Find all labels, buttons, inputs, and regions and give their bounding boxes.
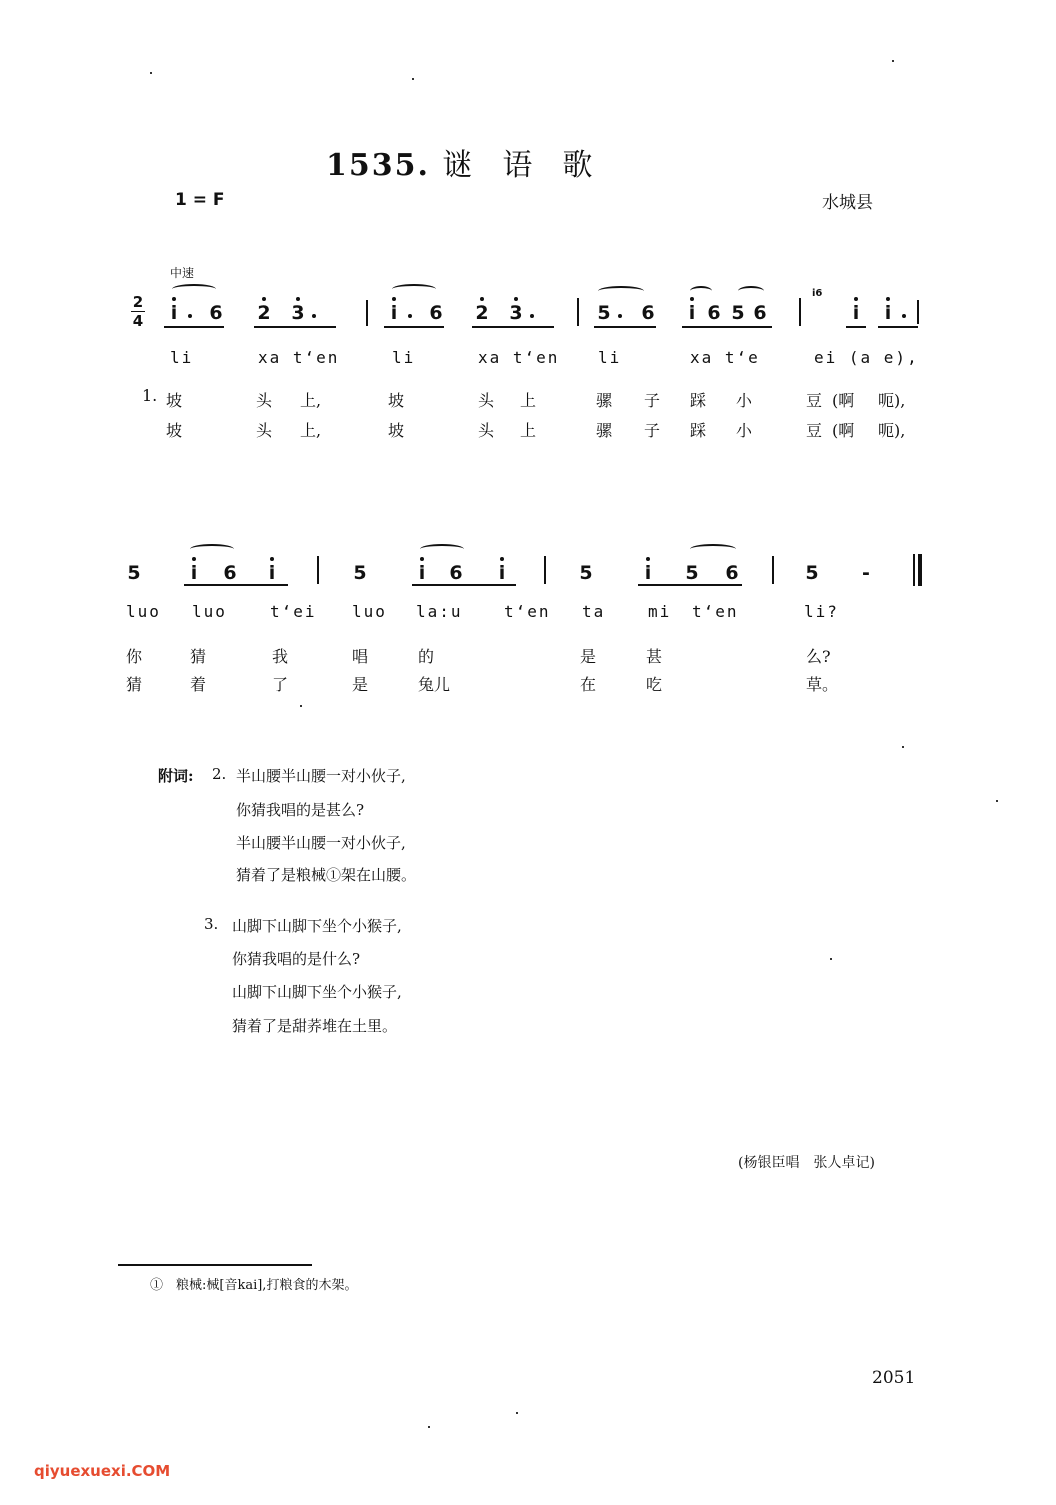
appendix-label: 附词: — [158, 767, 194, 785]
lyric: 上 — [520, 421, 537, 440]
beam-underline — [682, 326, 772, 328]
romanization: ei (a e), — [814, 348, 919, 367]
octave-dot — [172, 297, 176, 301]
scan-speck — [300, 705, 302, 707]
note: i — [390, 302, 398, 324]
verse-number: 3. — [204, 915, 219, 933]
romanization: luo — [126, 602, 161, 621]
note: 5 — [353, 562, 367, 584]
note: 6 — [429, 302, 443, 324]
verse-line: 山脚下山脚下坐个小猴子, — [232, 917, 402, 935]
verse-number: 2. — [212, 765, 227, 783]
lyric: 是 — [352, 675, 369, 694]
lyric: 骡 — [596, 421, 613, 440]
romanization: la:u — [416, 602, 463, 621]
note: i — [418, 562, 426, 584]
barline — [366, 300, 368, 326]
lyric: 上 — [520, 391, 537, 410]
lyric: 么? — [806, 647, 831, 666]
lyric: 小 — [736, 421, 753, 440]
lyric: 草。 — [806, 675, 839, 694]
verse-number: 1. — [142, 386, 158, 405]
verse-line: 猜着了是甜荞堆在土里。 — [232, 1017, 398, 1035]
note: i — [190, 562, 198, 584]
lyric: 是 — [580, 647, 597, 666]
verse-line: 猜着了是粮械①架在山腰。 — [236, 866, 417, 884]
scan-speck — [428, 1426, 430, 1428]
barline — [772, 556, 774, 584]
verse-line: 半山腰半山腰一对小伙子, — [236, 834, 406, 852]
octave-dot — [420, 557, 424, 561]
romanization: li? — [804, 602, 839, 621]
lyric: 甚 — [646, 647, 663, 666]
lyric: (啊 — [832, 391, 855, 410]
romanization: t‘en — [504, 602, 551, 621]
barline — [317, 556, 319, 584]
augmentation-dot — [188, 314, 192, 318]
lyric: 上, — [300, 421, 322, 440]
augmentation-dot — [312, 314, 316, 318]
tempo-marking: 中速 — [170, 266, 195, 280]
beam-underline — [384, 326, 444, 328]
octave-dot — [500, 557, 504, 561]
note: 5 — [805, 562, 819, 584]
scan-speck — [516, 1412, 518, 1414]
romanization: ta — [582, 602, 606, 621]
verse-line: 半山腰半山腰一对小伙子, — [236, 767, 406, 785]
note: i — [644, 562, 652, 584]
region-label: 水城县 — [822, 193, 873, 213]
octave-dot — [646, 557, 650, 561]
note: 3 — [291, 302, 305, 324]
beam-underline — [594, 326, 656, 328]
final-barline-thin — [913, 554, 915, 586]
lyric: 坡 — [388, 391, 405, 410]
lyric: 上, — [300, 391, 322, 410]
romanization: li — [170, 348, 194, 367]
octave-dot — [886, 297, 890, 301]
note: 6 — [223, 562, 237, 584]
slur — [190, 544, 234, 554]
lyric: 头 — [478, 421, 495, 440]
song-name: 谜 语 歌 — [442, 148, 593, 183]
time-signature-top: 2 — [132, 293, 144, 311]
barline — [544, 556, 546, 584]
lyric: 呃), — [878, 391, 906, 410]
octave-dot — [392, 297, 396, 301]
lyric: 踩 — [690, 421, 707, 440]
barline — [577, 298, 579, 326]
lyric: 呃), — [878, 421, 906, 440]
scan-speck — [996, 800, 998, 802]
note: i — [268, 562, 276, 584]
song-title — [326, 140, 592, 184]
lyric: 猜 — [126, 675, 143, 694]
romanization: xa t‘en — [258, 348, 340, 367]
key-signature: 1 = F — [175, 190, 225, 210]
lyric: 豆 — [806, 391, 823, 410]
romanization: xa t‘en — [478, 348, 560, 367]
note: i — [688, 302, 696, 324]
lyric: 头 — [256, 421, 273, 440]
lyric: 坡 — [166, 391, 183, 410]
site-watermark: qiyuexuexi.COM — [34, 1462, 171, 1480]
lyric: 唱 — [352, 647, 369, 666]
scan-speck — [830, 958, 832, 960]
note: 5 — [685, 562, 699, 584]
romanization: t‘ei — [270, 602, 317, 621]
octave-dot — [270, 557, 274, 561]
grace-note: i6 — [812, 288, 823, 299]
lyric: 你 — [126, 647, 143, 666]
note: i — [852, 302, 860, 324]
octave-dot — [262, 297, 266, 301]
lyric: 坡 — [388, 421, 405, 440]
page-number: 2051 — [872, 1368, 916, 1388]
lyric: 小 — [736, 391, 753, 410]
lyric: 兔儿 — [418, 675, 451, 694]
beam-underline — [254, 326, 336, 328]
note: 6 — [707, 302, 721, 324]
note: 5 — [127, 562, 141, 584]
lyric: 了 — [272, 675, 289, 694]
romanization: luo — [192, 602, 227, 621]
note: i — [498, 562, 506, 584]
octave-dot — [690, 297, 694, 301]
note: 6 — [641, 302, 655, 324]
beam-underline — [412, 584, 516, 586]
octave-dot — [854, 297, 858, 301]
lyric: 头 — [256, 391, 273, 410]
note: 6 — [725, 562, 739, 584]
barline — [799, 298, 801, 326]
note: - — [862, 562, 870, 584]
octave-dot — [514, 297, 518, 301]
lyric: 子 — [644, 391, 661, 410]
verse-line: 你猜我唱的是什么? — [232, 950, 361, 968]
note: i — [170, 302, 178, 324]
lyric: 踩 — [690, 391, 707, 410]
beam-underline — [846, 326, 866, 328]
slur — [690, 544, 736, 554]
scan-speck — [150, 72, 152, 74]
beam-underline — [184, 584, 288, 586]
note: 3 — [509, 302, 523, 324]
romanization: li — [598, 348, 622, 367]
lyric: 在 — [580, 675, 597, 694]
slur — [172, 284, 216, 294]
romanization: li — [392, 348, 416, 367]
song-number: 1535. — [326, 148, 430, 183]
augmentation-dot — [408, 314, 412, 318]
lyric: (啊 — [832, 421, 855, 440]
lyric: 的 — [418, 647, 435, 666]
beam-underline — [164, 326, 224, 328]
scan-speck — [902, 746, 904, 748]
lyric: 子 — [644, 421, 661, 440]
footnote: ① 粮械:械[音kai],打粮食的木架。 — [150, 1278, 358, 1293]
augmentation-dot — [618, 314, 622, 318]
barline — [917, 300, 919, 324]
lyric: 吃 — [646, 675, 663, 694]
romanization: t‘en — [692, 602, 739, 621]
octave-dot — [480, 297, 484, 301]
romanization: luo — [352, 602, 387, 621]
slur — [598, 286, 644, 296]
performer-credit: (杨银臣唱 张人卓记) — [738, 1155, 875, 1171]
note: 6 — [209, 302, 223, 324]
lyric: 坡 — [166, 421, 183, 440]
lyric: 着 — [190, 675, 207, 694]
note: 2 — [475, 302, 489, 324]
augmentation-dot — [902, 314, 906, 318]
beam-underline — [638, 584, 742, 586]
beam-underline — [472, 326, 554, 328]
augmentation-dot — [530, 314, 534, 318]
note: 5 — [579, 562, 593, 584]
scan-speck — [412, 78, 414, 80]
romanization: mi — [648, 602, 672, 621]
slur — [738, 286, 764, 296]
note: 5 — [731, 302, 745, 324]
final-barline-thick — [918, 554, 922, 586]
note: 5 — [597, 302, 611, 324]
time-signature-bottom: 4 — [132, 312, 144, 330]
slur — [690, 286, 712, 296]
lyric: 豆 — [806, 421, 823, 440]
note: 6 — [449, 562, 463, 584]
footnote-divider — [118, 1264, 312, 1266]
verse-line: 山脚下山脚下坐个小猴子, — [232, 983, 402, 1001]
note: 2 — [257, 302, 271, 324]
verse-line: 你猜我唱的是甚么? — [236, 801, 365, 819]
octave-dot — [192, 557, 196, 561]
time-signature — [131, 294, 145, 329]
scan-speck — [892, 60, 894, 62]
note: 6 — [753, 302, 767, 324]
note: i — [884, 302, 892, 324]
lyric: 骡 — [596, 391, 613, 410]
octave-dot — [296, 297, 300, 301]
slur — [420, 544, 464, 554]
lyric: 我 — [272, 647, 289, 666]
lyric: 猜 — [190, 647, 207, 666]
slur — [392, 284, 436, 294]
lyric: 头 — [478, 391, 495, 410]
romanization: xa t‘e — [690, 348, 760, 367]
beam-underline — [878, 326, 918, 328]
